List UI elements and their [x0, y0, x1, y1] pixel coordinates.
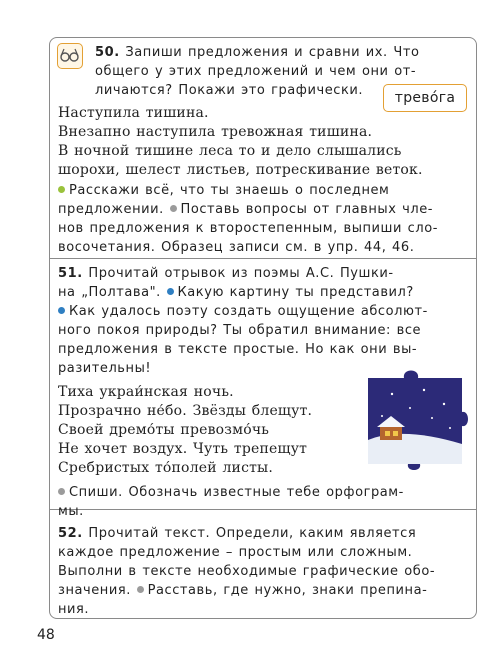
text-line: каждое предложение – простым или сложным. [58, 545, 413, 560]
text-line: Как удалось поэту создать ощущение абсолют- [58, 303, 468, 321]
text-line: ния. [58, 602, 90, 617]
text-line: на „Полтава". Какую картину ты представил? [58, 285, 414, 300]
exercise-50-text: Запиши предложения и сравни их. Что [125, 45, 420, 60]
task-line: Расскажи всё, что ты знаешь о последнем [58, 182, 468, 200]
sentence-line: шорохи, шелест листьев, потрескивание веток. [58, 162, 423, 178]
green-bullet-icon [58, 186, 65, 193]
text-line: значения. Расставь, где нужно, знаки препина- [58, 583, 428, 598]
puzzle-night-illustration [362, 364, 470, 472]
grey-bullet-icon [58, 488, 65, 495]
exercise-50-line-1 [95, 44, 465, 62]
exercise-separator [50, 258, 476, 259]
grey-bullet-icon [170, 205, 177, 212]
exercise-52-text: Прочитай текст. Определи, каким является [88, 526, 417, 541]
text-line: мы. [58, 504, 84, 519]
sentence-line: Наступила тишина. [58, 105, 209, 121]
exercise-51-line-1 [58, 265, 468, 283]
poem-line: Не хочет воздух. Чуть трепещут [58, 441, 308, 457]
text-line: предложения в тексте простые. Но как они вы- [58, 342, 418, 357]
exercise-52-number: 52. [58, 526, 83, 541]
poem-line: Тиха украи́нская ночь. [58, 384, 234, 400]
exercise-52-line-1 [58, 525, 468, 543]
text-line: Выполни в тексте необходимые графические обо- [58, 564, 436, 579]
blue-bullet-icon [58, 307, 65, 314]
task-line: Спиши. Обозначь известные тебе орфограм- [58, 484, 468, 502]
text-line: нов предложения к второстепенным, выпиши сло- [58, 221, 438, 236]
poem-line: Прозрачно не́бо. Звёзды блещут. [58, 403, 313, 419]
glasses-icon [58, 44, 81, 67]
grey-bullet-icon [137, 586, 144, 593]
exercise-51-number: 51. [58, 266, 83, 281]
exercise-51-text: Прочитай отрывок из поэмы А.С. Пушки- [88, 266, 394, 281]
exercise-50-number: 50. [95, 45, 120, 60]
sentence-line: Внезапно наступила тревожная тишина. [58, 124, 373, 140]
task-line: предложении. Поставь вопросы от главных чле- [58, 202, 434, 217]
poem-line: Своей дремо́ты превозмо́чь [58, 422, 270, 438]
page-number: 48 [37, 627, 55, 643]
blue-bullet-icon [167, 288, 174, 295]
poem-line: Сребристых то́полей листы. [58, 460, 274, 476]
text-line: общего у этих предложений и чем они от- [95, 64, 417, 79]
highlight-word: трево́га [394, 90, 456, 106]
glasses-icon-box [57, 43, 83, 69]
text-line: ного покоя природы? Ты обратил внимание: все [58, 323, 422, 338]
text-line: личаются? Покажи это графически. [95, 83, 364, 98]
text-line: разительны! [58, 361, 152, 376]
text-line: восочетания. Образец записи см. в упр. 44, 46. [58, 240, 415, 255]
exercise-separator [50, 509, 476, 510]
sentence-line: В ночной тишине леса то и дело слышались [58, 143, 402, 159]
